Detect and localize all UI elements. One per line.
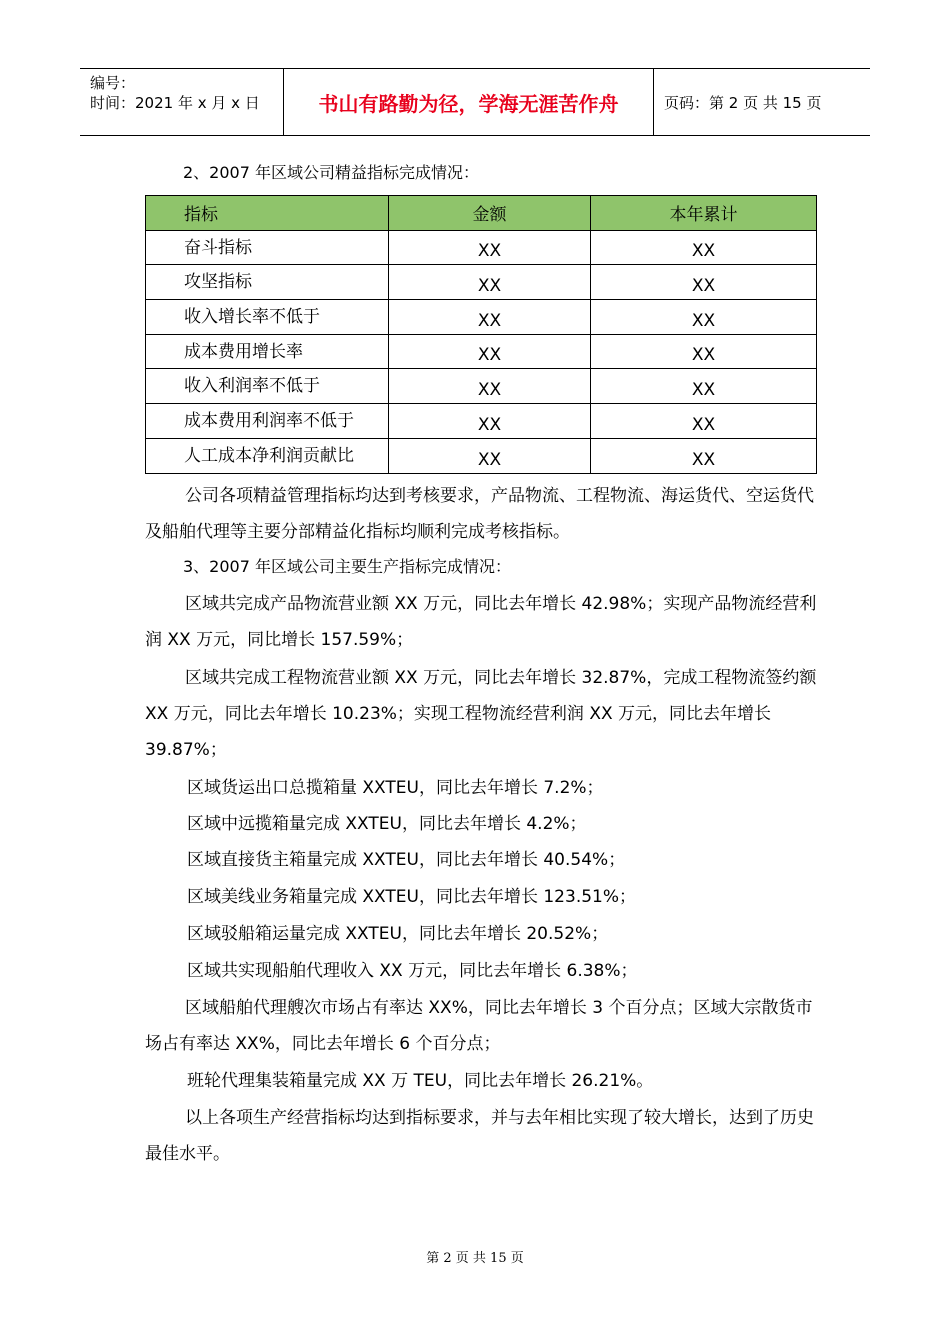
table-cell-indicator: 奋斗指标 [146,230,389,265]
section2-title: 2、2007 年区域公司精益指标完成情况： [183,163,479,182]
section2-summary: 公司各项精益管理指标均达到考核要求，产品物流、工程物流、海运货代、空运货代及船舶代理等主要分部精益化指标均顺利完成考核指标。 [145,486,814,542]
table-row [146,300,817,335]
table-cell-cumulative: XX [591,265,817,300]
table-cell-cumulative: XX [591,334,817,369]
section3-line-export-volume: 区域货运出口总揽箱量 XXTEU，同比去年增长 7.2%； [187,778,604,798]
header-time-label: 时间：2021 年 x 月 x 日 [90,94,260,112]
table-cell-indicator: 成本费用利润率不低于 [146,404,389,439]
page-footer: 第 2 页 共 15 页 [426,1251,524,1266]
table-cell-indicator: 收入增长率不低于 [146,300,389,335]
page-header [80,68,870,136]
header-page-info: 页码：第 2 页 共 15 页 [664,93,822,112]
table-row [146,265,817,300]
table-row [146,404,817,439]
table-cell-cumulative: XX [591,230,817,265]
table-cell-indicator: 收入利润率不低于 [146,369,389,404]
table-cell-indicator: 人工成本净利润贡献比 [146,438,389,473]
table-cell-amount: XX [389,300,591,335]
section3-conclusion: 以上各项生产经营指标均达到指标要求，并与去年相比实现了较大增长，达到了历史最佳水平。 [145,1108,814,1164]
table-cell-amount: XX [389,230,591,265]
header-motto: 书山有路勤为径，学海无涯苦作舟 [284,69,654,135]
section3-title: 3、2007 年区域公司主要生产指标完成情况： [183,557,511,576]
table-cell-indicator: 攻坚指标 [146,265,389,300]
table-header-row [146,196,817,231]
table-header-cell: 本年累计 [591,196,817,231]
section3-line-liner-agency-volume: 班轮代理集装箱量完成 XX 万 TEU，同比去年增长 26.21%。 [187,1071,654,1091]
section3-paragraph-engineering-logistics: 区域共完成工程物流营业额 XX 万元，同比去年增长 32.87%，完成工程物流签约额 XX 万元，同比去年增长 10.23%；实现工程物流经营利润 XX 万元，同比去年增长 39.87%； [145,668,817,760]
section3-line-cosco-volume: 区域中远揽箱量完成 XXTEU，同比去年增长 4.2%； [187,814,587,834]
table-cell-amount: XX [389,334,591,369]
metrics-table [145,195,817,474]
table-cell-amount: XX [389,404,591,439]
table-row [146,230,817,265]
table-cell-cumulative: XX [591,404,817,439]
section3-line-ship-agency-income: 区域共实现船舶代理收入 XX 万元，同比去年增长 6.38%； [187,961,638,981]
table-cell-indicator: 成本费用增长率 [146,334,389,369]
table-cell-cumulative: XX [591,369,817,404]
section3-line-barge-volume: 区域驳船箱运量完成 XXTEU，同比去年增长 20.52%； [187,924,609,944]
table-header-cell: 金额 [389,196,591,231]
table-cell-amount: XX [389,369,591,404]
section3-paragraph-market-share: 区域船舶代理艘次市场占有率达 XX%，同比去年增长 3 个百分点；区域大宗散货市场占有率达 XX%，同比去年增长 6 个百分点； [145,998,813,1054]
table-cell-cumulative: XX [591,300,817,335]
table-row [146,334,817,369]
section3-paragraph-product-logistics: 区域共完成产品物流营业额 XX 万元，同比去年增长 42.98%；实现产品物流经营利润 XX 万元，同比增长 157.59%； [145,594,817,650]
section3-line-direct-shipper-volume: 区域直接货主箱量完成 XXTEU，同比去年增长 40.54%； [187,850,626,870]
table-header-cell: 指标 [146,196,389,231]
section3-line-us-line-volume: 区域美线业务箱量完成 XXTEU，同比去年增长 123.51%； [187,887,637,907]
table-cell-cumulative: XX [591,438,817,473]
table-row [146,438,817,473]
table-cell-amount: XX [389,265,591,300]
header-number-label: 编号： [90,74,136,92]
table-row [146,369,817,404]
table-cell-amount: XX [389,438,591,473]
header-meta [80,69,284,135]
